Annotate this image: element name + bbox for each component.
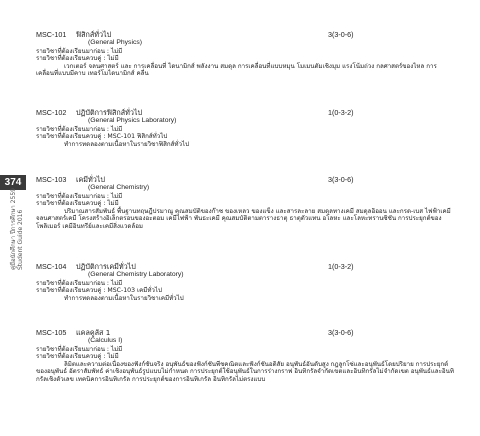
course-name-english: (General Physics) <box>88 39 143 46</box>
course-block <box>36 328 456 383</box>
course-code: MSC-103 <box>36 175 67 184</box>
course-credits: 3(3-0-6) <box>328 328 354 337</box>
course-name-thai: เคมีทั่วไป <box>76 175 105 184</box>
prerequisite: รายวิชาที่ต้องเรียนมาก่อน : ไม่มี <box>36 345 123 353</box>
corequisite: รายวิชาที่ต้องเรียนควบคู่ : ไม่มี <box>36 200 119 208</box>
course-description: เวกเตอร์ จลนศาสตร์ และ การเคลื่อนที่ ไดนามิกส์ พลังงาน สมดุล การเคลื่อนที่แบบหมุน โมเมนตัมเชิงมุม แรงโน้มถ่วง กลศาสตร์ของไหล การเคลื่อนที่แบบมีคาบ เทอร์โมไดนามิกส์ คลื่น <box>36 62 437 78</box>
course-name-english: (General Physics Laboratory) <box>88 117 177 124</box>
side-label <box>10 150 24 270</box>
side-label-thai: คู่มือนักศึกษา ปีการศึกษา 2559 <box>10 188 17 270</box>
course-name-thai: ฟิสิกส์ทั่วไป <box>76 30 112 39</box>
course-code: MSC-104 <box>36 262 67 271</box>
corequisite: รายวิชาที่ต้องเรียนควบคู่ : ไม่มี <box>36 353 119 361</box>
course-description: ทำการทดลองตามเนื้อหาในรายวิชาฟิสิกส์ทั่วไป <box>64 140 190 148</box>
course-credits: 3(3-0-6) <box>328 175 354 184</box>
course-name-english: (Calculus I) <box>88 337 123 344</box>
course-block <box>36 262 456 302</box>
course-name-thai: ปฏิบัติการฟิสิกส์ทั่วไป <box>76 108 143 117</box>
course-code: MSC-101 <box>36 30 67 39</box>
course-credits: 3(3-0-6) <box>328 30 354 39</box>
course-name-thai: ปฏิบัติการเคมีทั่วไป <box>76 262 136 271</box>
corequisite: รายวิชาที่ต้องเรียนควบคู่ : ไม่มี <box>36 55 119 63</box>
corequisite: รายวิชาที่ต้องเรียนควบคู่ : MSC-103 เคมีทั่วไป <box>36 287 162 295</box>
course-description: ลิมิตและความต่อเนื่องของฟังก์ชันจริง อนุพันธ์ของฟังก์ชันพีชคณิตและฟังก์ชันอดิสัย อนุพันธ์อันดับสูง กฎลูกโซ่และอนุพันธ์โดยปริยาย การประยุกต์ของอนุพันธ์ อัตราสัมพัทธ์ ค่าเชิงอนุพันธ์รูปแบบไม่กำหนด การประยุกต์ใช้อนุพันธ์ในการร่างกราฟ อินทิกรัลจำกัดเขตและอินทิกรัลไม่จำกัดเขต อนุพันธ์และอินทิกรัลเชิงตัวเลข เทคนิคการอินทิเกรัล การประยุกต์ของการอินทิเกรัล อินทิกรัลไม่ตรงแบบ <box>36 360 454 383</box>
course-description: ทำการทดลองตามเนื้อหาในรายวิชาเคมีทั่วไป <box>64 294 184 302</box>
course-block <box>36 108 456 148</box>
prerequisite: รายวิชาที่ต้องเรียนมาก่อน : ไม่มี <box>36 279 123 287</box>
course-block <box>36 30 456 78</box>
page-number: 374 <box>0 175 26 190</box>
course-name-english: (General Chemistry Laboratory) <box>88 271 184 278</box>
prerequisite: รายวิชาที่ต้องเรียนมาก่อน : ไม่มี <box>36 47 123 55</box>
course-code: MSC-102 <box>36 108 67 117</box>
course-description: ปริมาณสารสัมพันธ์ พื้นฐานทฤษฎีปรมาณู คุณสมบัติของก๊าซ ของเหลว ของแข็ง และสารละลาย สมดุลทางเคมี สมดุลอิออน และกรด-เบส ไฟฟ้าเคมี จลนศาสตร์เคมี โครงสร้างอิเล็กตรอนของอะตอม เคมีไฟฟ้า พันธะเคมี คุณสมบัติตามตารางธาตุ ธาตุตัวแทน อโลหะ และโลหะทรานซิชัน การประยุกต์ของโพลิเมอร์ เคมีอินทรีย์และเคมีสิ่งแวดล้อม <box>36 207 451 230</box>
course-code: MSC-105 <box>36 328 67 337</box>
course-credits: 1(0-3-2) <box>328 108 354 117</box>
course-block <box>36 175 456 230</box>
course-name-english: (General Chemistry) <box>88 184 150 191</box>
prerequisite: รายวิชาที่ต้องเรียนมาก่อน : ไม่มี <box>36 125 123 133</box>
course-name-thai: แคลคูลัส 1 <box>76 328 111 337</box>
course-credits: 1(0-3-2) <box>328 262 354 271</box>
prerequisite: รายวิชาที่ต้องเรียนมาก่อน : ไม่มี <box>36 192 123 200</box>
side-label-english: Student Guide 2016 <box>17 209 24 270</box>
corequisite: รายวิชาที่ต้องเรียนควบคู่ : MSC-101 ฟิสิกส์ทั่วไป <box>36 133 168 141</box>
